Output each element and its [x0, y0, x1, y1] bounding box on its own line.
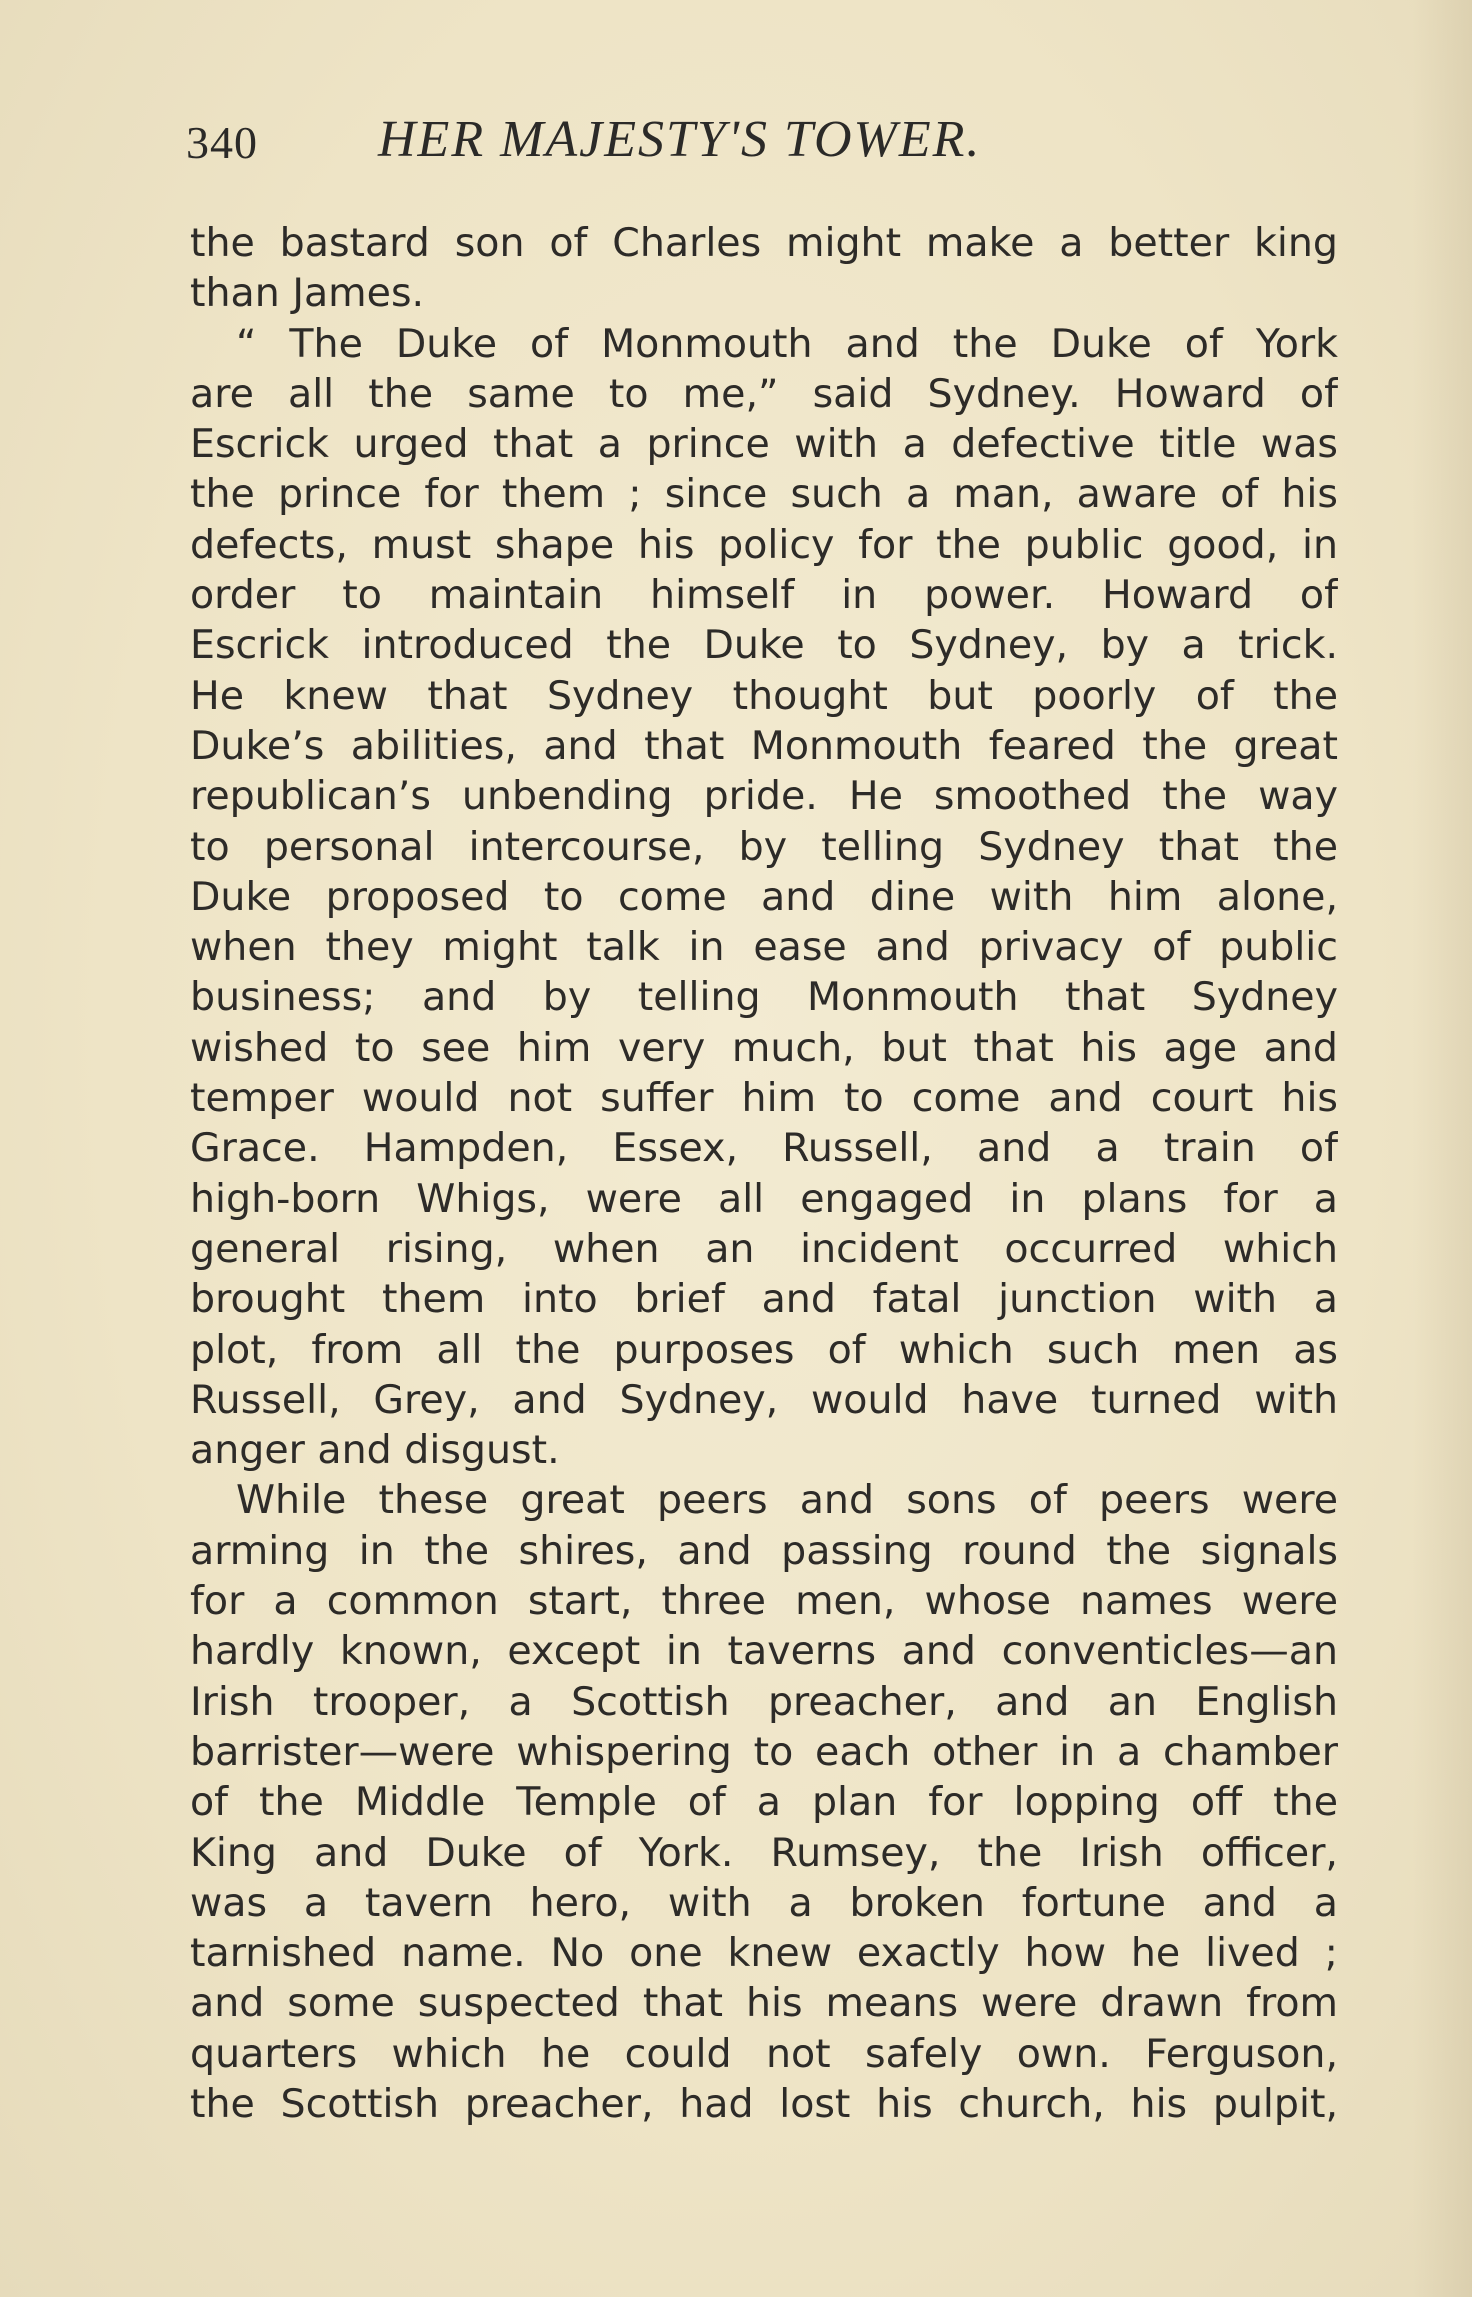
- text-line: general rising, when an incident occurred which: [190, 1225, 1338, 1272]
- text-line: He knew that Sydney thought but poorly of the: [190, 672, 1338, 719]
- text-line: Escrick urged that a prince with a defective title was: [190, 421, 1338, 468]
- text-line: hardly known, except in taverns and conventicles—an: [190, 1628, 1338, 1675]
- text-line: Escrick introduced the Duke to Sydney, by a trick.: [190, 622, 1338, 669]
- text-line: was a tavern hero, with a broken fortune and a: [190, 1879, 1338, 1926]
- text-line: anger and disgust.: [190, 1427, 560, 1474]
- page-header: [186, 108, 1336, 178]
- text-line: defects, must shape his policy for the public good, in: [190, 521, 1338, 568]
- text-line: plot, from all the purposes of which such men as: [190, 1326, 1338, 1373]
- text-line: arming in the shires, and passing round the signals: [190, 1527, 1338, 1574]
- text-line: Russell, Grey, and Sydney, would have turned with: [190, 1376, 1338, 1423]
- text-line: wished to see him very much, but that his age and: [190, 1024, 1338, 1071]
- text-line: the prince for them ; since such a man, aware of his: [190, 471, 1338, 518]
- text-line: Duke’s abilities, and that Monmouth feared the great: [190, 722, 1338, 769]
- text-line: republican’s unbending pride. He smoothed the way: [190, 773, 1338, 820]
- text-line: are all the same to me,” said Sydney. Howard of: [190, 370, 1338, 417]
- text-line: temper would not suffer him to come and court his: [190, 1075, 1338, 1122]
- text-line: of the Middle Temple of a plan for lopping off the: [190, 1779, 1338, 1826]
- page-edge-shadow: [1412, 0, 1472, 2297]
- text-line: when they might talk in ease and privacy of public: [190, 924, 1338, 971]
- text-line: business; and by telling Monmouth that Sydney: [190, 974, 1338, 1021]
- text-line: King and Duke of York. Rumsey, the Irish officer,: [190, 1829, 1338, 1876]
- text-line: barrister—were whispering to each other in a chamber: [190, 1728, 1338, 1775]
- text-line: than James.: [190, 270, 425, 317]
- text-line: the bastard son of Charles might make a better king: [190, 220, 1338, 266]
- text-line: Duke proposed to come and dine with him alone,: [190, 873, 1338, 920]
- text-line: the Scottish preacher, had lost his church, his pulpit,: [190, 2080, 1338, 2127]
- text-line: While these great peers and sons of peers were: [236, 1477, 1338, 1524]
- text-line: and some suspected that his means were drawn from: [190, 1980, 1338, 2027]
- text-line: to personal intercourse, by telling Sydney that the: [190, 823, 1338, 870]
- page-number: 340: [186, 117, 258, 168]
- text-line: for a common start, three men, whose names were: [190, 1578, 1338, 1625]
- text-line: tarnished name. No one knew exactly how he lived ;: [190, 1930, 1338, 1977]
- text-line: brought them into brief and fatal junction with a: [190, 1276, 1338, 1323]
- text-line: Grace. Hampden, Essex, Russell, and a train of: [190, 1125, 1338, 1172]
- running-title: HER MAJESTY'S TOWER.: [378, 111, 982, 168]
- text-line: order to maintain himself in power. Howard of: [190, 572, 1338, 619]
- text-line: quarters which he could not safely own. Ferguson,: [190, 2030, 1338, 2077]
- body-text: [190, 218, 1338, 2129]
- text-line: “ The Duke of Monmouth and the Duke of York: [236, 320, 1338, 367]
- text-line: high-born Whigs, were all engaged in plans for a: [190, 1175, 1338, 1222]
- text-line: Irish trooper, a Scottish preacher, and an English: [190, 1678, 1338, 1725]
